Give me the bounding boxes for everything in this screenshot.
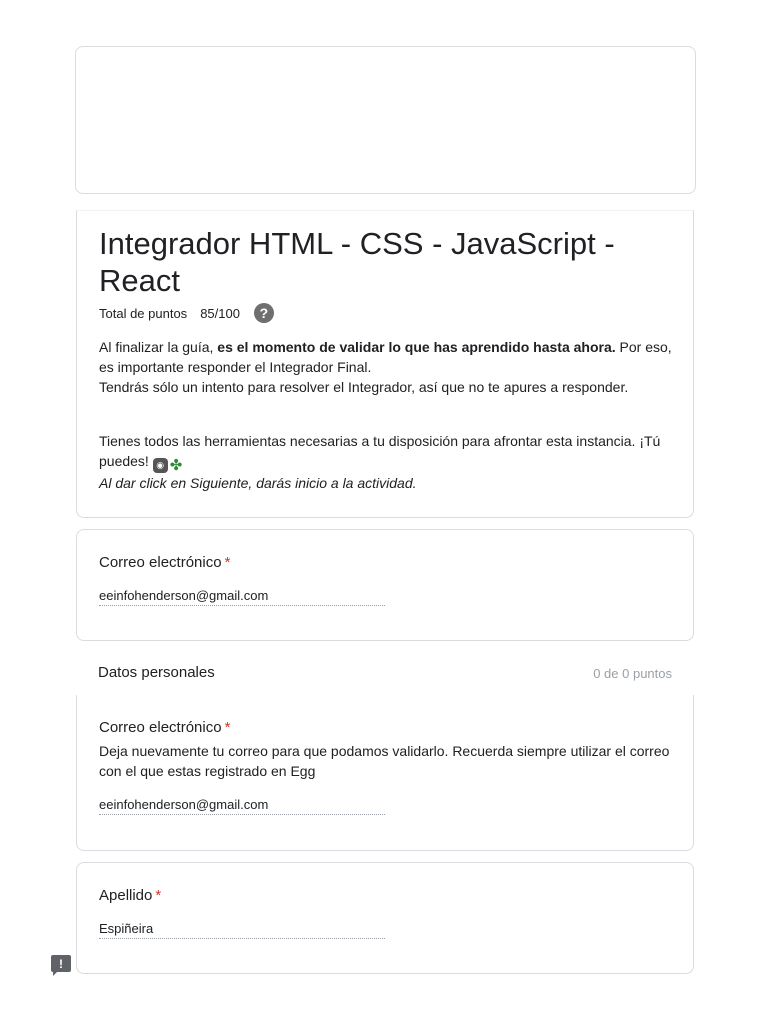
required-asterisk: * xyxy=(155,887,162,904)
apellido-question-card xyxy=(76,862,694,974)
required-asterisk: * xyxy=(224,554,231,571)
form-description xyxy=(99,337,679,493)
question-title xyxy=(99,554,230,571)
header-banner xyxy=(75,46,696,194)
description-paragraph-4 xyxy=(99,473,679,493)
four-leaf-clover-icon: ✤ xyxy=(169,456,183,474)
question-label: Correo electrónico xyxy=(99,719,222,736)
question-help-text: Deja nuevamente tu correo para que podamos validarlo. Recuerda siempre utilizar el correo con el que estas registrado en Egg xyxy=(99,743,670,779)
description-paragraph-1 xyxy=(99,337,679,377)
robot-face-icon: ◉ xyxy=(153,458,168,473)
description-text: Por eso, es importante responder el Integrador Final. xyxy=(99,339,672,375)
description-text: Al finalizar la guía, xyxy=(99,339,218,355)
points-label: Total de puntos xyxy=(99,305,188,321)
description-paragraph-3 xyxy=(99,431,679,473)
form-title: Integrador HTML - CSS - JavaScript - React xyxy=(99,226,615,298)
email-confirm-answer: eeinfohenderson@gmail.com xyxy=(99,797,385,815)
section-header xyxy=(76,652,694,692)
question-label: Correo electrónico xyxy=(99,554,222,571)
description-bold-text: es el momento de validar lo que has aprendido hasta ahora. xyxy=(217,339,616,355)
description-paragraph-2: Tendrás sólo un intento para resolver el Integrador, así que no te apures a responder. xyxy=(99,379,629,395)
question-mark-icon[interactable]: ? xyxy=(254,303,274,323)
question-title xyxy=(99,887,161,904)
section-title: Datos personales xyxy=(98,664,215,681)
section-points: 0 de 0 puntos xyxy=(593,666,672,681)
total-points xyxy=(99,303,274,323)
question-title xyxy=(99,719,230,736)
email-answer: eeinfohenderson@gmail.com xyxy=(99,588,385,606)
required-asterisk: * xyxy=(224,719,231,736)
apellido-answer: Espiñeira xyxy=(99,921,385,939)
email-confirm-question-card xyxy=(76,695,694,851)
question-label: Apellido xyxy=(99,887,153,904)
email-question-card xyxy=(76,529,694,641)
form-header-card xyxy=(76,210,694,518)
description-text: Tienes todos las herramientas necesarias a tu disposición para afrontar esta instancia. ¡Tú puedes! xyxy=(99,433,661,469)
report-feedback-icon[interactable]: ! xyxy=(51,955,71,972)
points-value: 85/100 xyxy=(200,305,240,321)
emoji-group xyxy=(153,458,183,473)
description-italic-text: Al dar click en Siguiente, darás inicio a la actividad. xyxy=(99,474,417,491)
